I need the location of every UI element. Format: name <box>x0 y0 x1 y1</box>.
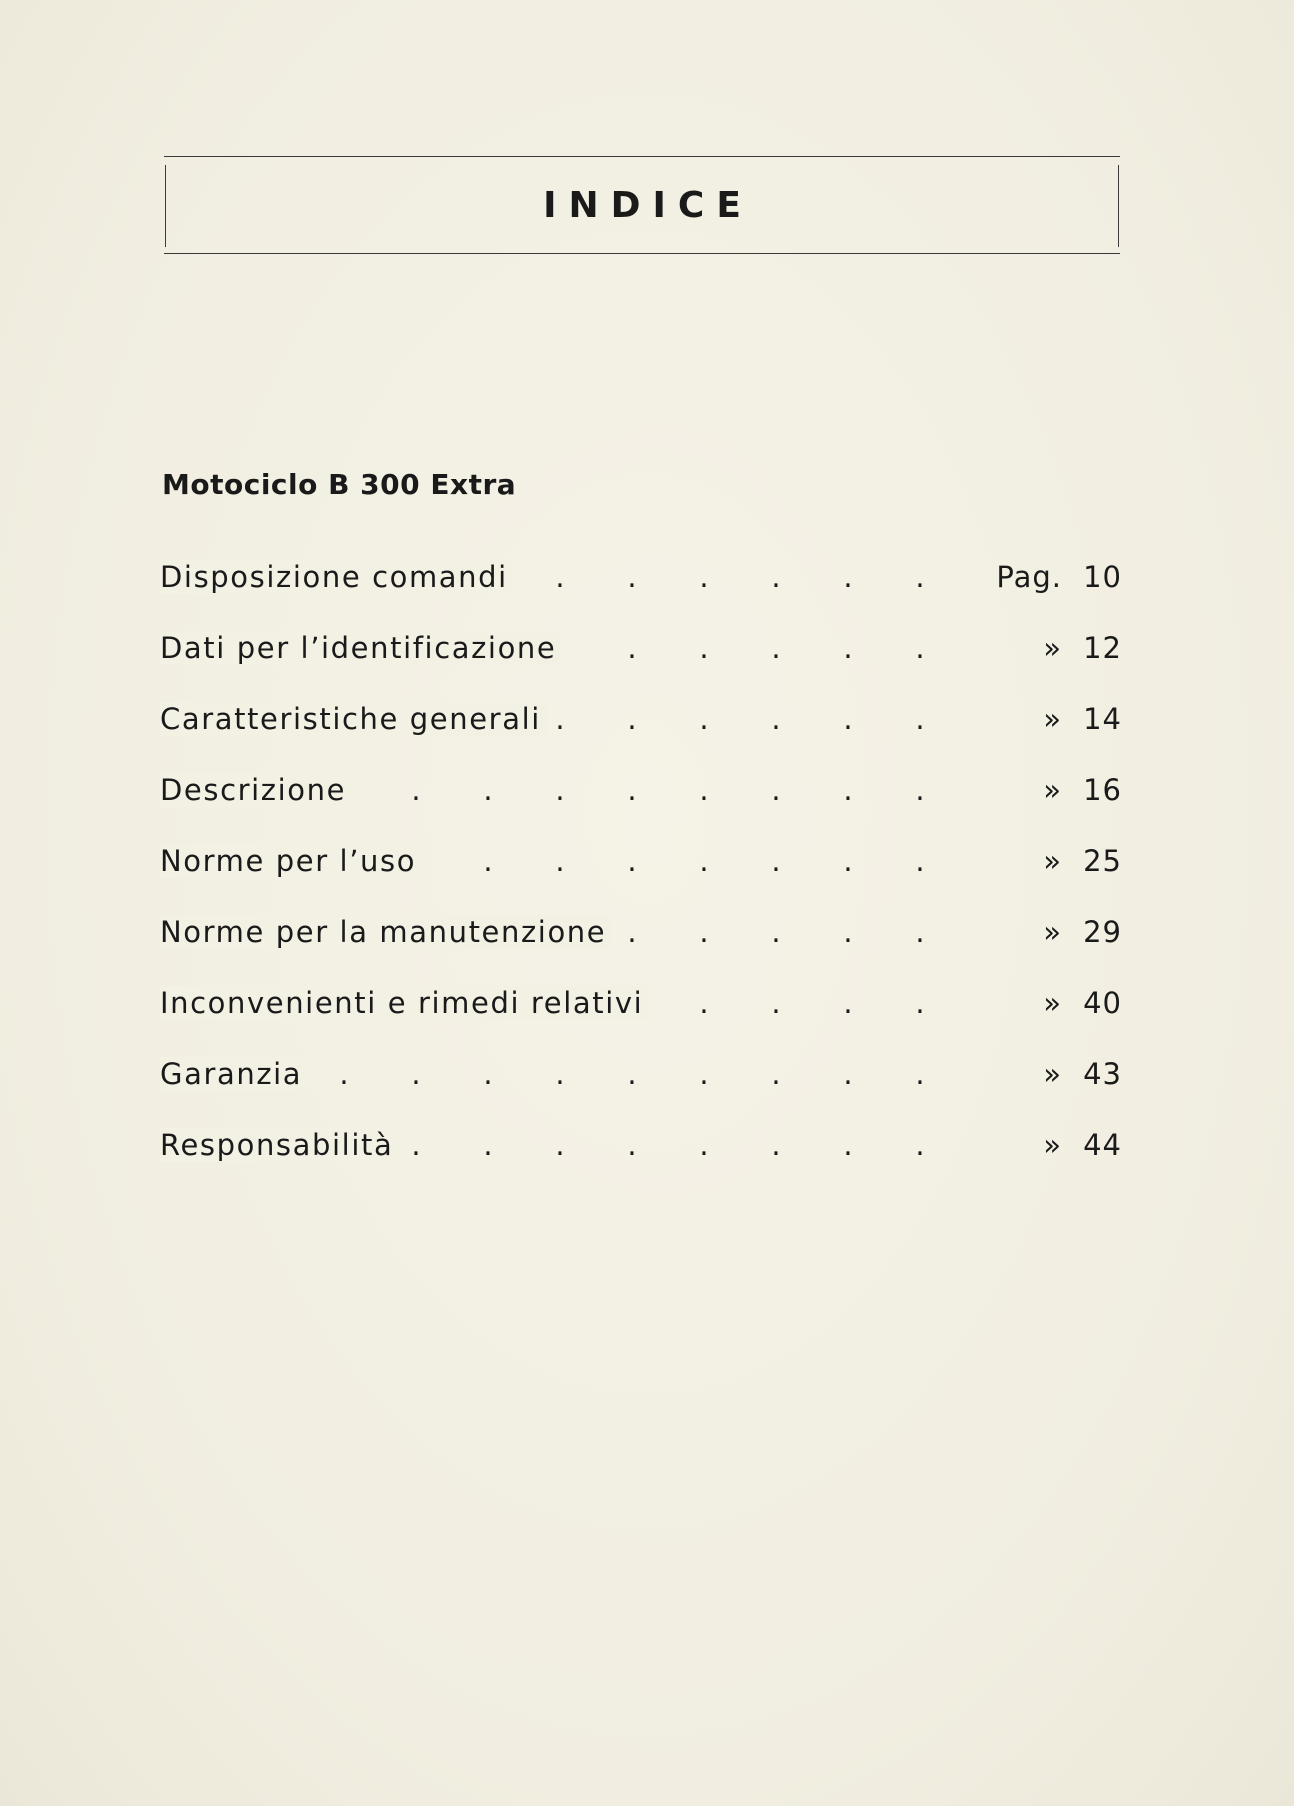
dot-leader: . . . . . . . <box>483 844 925 878</box>
toc-entry-page-prefix: » <box>1043 844 1062 878</box>
toc-entry <box>160 844 1122 915</box>
dot-leader: . . . . <box>699 986 925 1020</box>
toc-entry <box>160 986 1122 1057</box>
page-title: INDICE <box>543 185 753 226</box>
dot-leader: . . . . . . . . <box>411 773 925 807</box>
toc-entry-page-prefix: » <box>1043 915 1062 949</box>
toc-entry-page-number: 16 <box>1083 773 1122 807</box>
toc-entry-page-number: 43 <box>1083 1057 1122 1091</box>
title-box <box>164 156 1120 254</box>
toc-entry-page-number: 25 <box>1083 844 1122 878</box>
toc-entry-page-number: 44 <box>1083 1128 1122 1162</box>
toc-entry <box>160 1057 1122 1128</box>
toc-entry <box>160 915 1122 986</box>
toc-entry-label: Norme per la manutenzione <box>160 915 612 949</box>
dot-leader: . . . . . . . . <box>411 1128 925 1162</box>
toc-entry-label: Inconvenienti e rimedi relativi <box>160 986 649 1020</box>
toc-entry-label: Caratteristiche generali <box>160 702 547 736</box>
section-heading: Motociclo B 300 Extra <box>162 468 517 501</box>
toc-entry <box>160 702 1122 773</box>
toc-entry-page-number: 10 <box>1083 560 1122 594</box>
toc-entry <box>160 1128 1122 1199</box>
toc-entry-label: Norme per l’uso <box>160 844 422 878</box>
toc-entry-page-prefix: » <box>1043 702 1062 736</box>
toc-entry-page-prefix: » <box>1043 1057 1062 1091</box>
dot-leader: . . . . . . <box>555 560 925 594</box>
table-of-contents <box>160 560 1122 1199</box>
toc-entry-label: Descrizione <box>160 773 352 807</box>
toc-entry <box>160 631 1122 702</box>
toc-entry-page-prefix: » <box>1043 986 1062 1020</box>
toc-entry <box>160 773 1122 844</box>
toc-entry-page-prefix: » <box>1043 773 1062 807</box>
toc-entry-page-number: 40 <box>1083 986 1122 1020</box>
toc-entry-label: Responsabilità <box>160 1128 399 1162</box>
dot-leader: . . . . . . <box>555 702 925 736</box>
toc-entry <box>160 560 1122 631</box>
toc-entry-page-prefix: » <box>1043 631 1062 665</box>
dot-leader: . . . . . <box>627 915 925 949</box>
toc-entry-page-number: 14 <box>1083 702 1122 736</box>
toc-entry-page-prefix: Pag. <box>996 560 1062 594</box>
toc-entry-page-number: 12 <box>1083 631 1122 665</box>
dot-leader: . . . . . <box>627 631 925 665</box>
dot-leader: . . . . . . . . . <box>339 1057 925 1091</box>
toc-entry-page-prefix: » <box>1043 1128 1062 1162</box>
toc-entry-label: Garanzia <box>160 1057 308 1091</box>
toc-entry-label: Dati per l’identificazione <box>160 631 562 665</box>
toc-entry-page-number: 29 <box>1083 915 1122 949</box>
toc-entry-label: Disposizione comandi <box>160 560 514 594</box>
